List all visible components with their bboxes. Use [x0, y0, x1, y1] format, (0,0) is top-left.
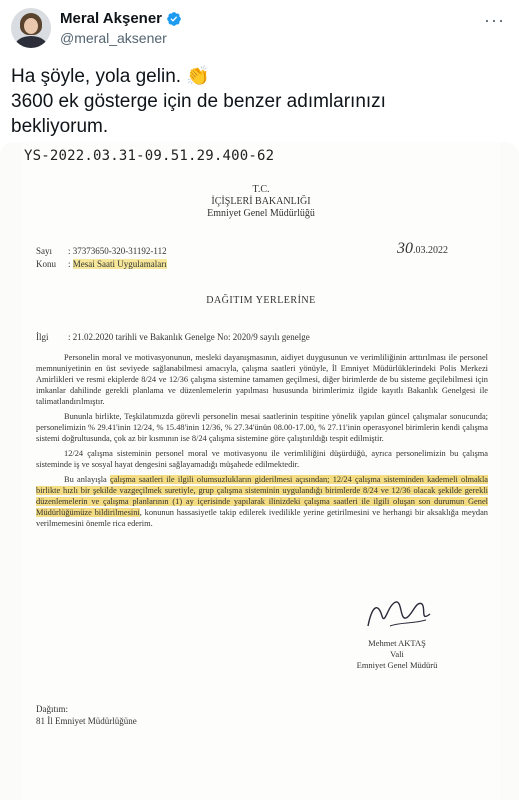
distribution-title: DAĞITIM YERLERİNE — [206, 295, 316, 306]
tweet-media-image[interactable] — [0, 142, 519, 800]
doc-konu: Konu : Mesai Saati Uygulamaları — [36, 259, 167, 269]
sayi-label: Sayı — [36, 246, 53, 256]
doc-body — [36, 352, 488, 533]
doc-paragraph-3: 12/24 çalışma sisteminin personel moral ve motivasyonu ile verimliliğini düşürdüğü, ayrıca personelimizin bu çalışma sisteminde iş ve sosyal hayat dengesini sağlayamadığı müşahede edilmektedir. — [36, 449, 488, 469]
avatar[interactable] — [11, 8, 51, 48]
signer-name: Mehmet AKTAŞ — [368, 638, 426, 648]
signer-org: Emniyet Genel Müdürü — [356, 660, 438, 670]
sayi-value: : 37373650-320-31192-112 — [68, 246, 167, 256]
doc-header-directorate: Emniyet Genel Müdürlüğü — [207, 208, 315, 219]
doc-ilgi — [36, 332, 310, 342]
tweet-text — [11, 64, 511, 139]
doc-paragraph-2: Bununla birlikte, Teşkilatımızda görevli personelin mesai saatlerinin tespitine yönelik yapılan güncel çalışmalar sonucunda; personelimizin % 29.41'inin 12/24, % 15.48'inin 12/36, % 27.34'ünün 08.00-17.00, % 27.11'inin operasyonel birimlerin kendi çalışma sistemi doğrultusunda, çok az bir kısmının ise 8/24 çalışma sistemine göre çalıştırıldığı tespit edilmiştir. — [36, 412, 488, 443]
tweet-header — [0, 0, 519, 56]
ilgi-value: : 21.02.2020 tarihli ve Bakanlık Genelge No: 2020/9 sayılı genelge — [68, 332, 310, 342]
tweet-line-2: 3600 ek gösterge için de benzer adımlarınızı — [11, 91, 386, 112]
doc-paragraph-1: Personelin moral ve motivasyonunun, mesleki dayanışmasının, aidiyet duygusunun ve verimliliğinin arttırılması ile personel memnuniyetinin en üst seviyede sağlanabilmesi amacıyla, çalışma saatleri yönüyle, İl Emniyet Müdürlüklerindeki Polis Merkezi Amirlikleri ve resmi ekiplerde 8/24 ve 12/36 çalışma sistemine tamamen geçilmesi, diğer birimlerde de bu sisteme geçilebilmesi için imkanlar dahilinde gerekli planlama ve düzenlemelerin yapılması hususunda birimlerimiz ilgide kayıtlı Bakanlık Genelgesi ile talimatlandırılmıştır. — [36, 353, 488, 406]
verified-badge-icon — [166, 11, 182, 27]
para4-plain-b: , konunun hassasiyetle takip edilerek ivedilikle yerine getirilmesini ve herhangi bir aksaklığa meydan verilmemesini önemle rica ederim. — [36, 508, 488, 528]
dagitim-value: 81 İl Emniyet Müdürlüğüne — [36, 716, 137, 726]
signer-title: Vali — [390, 649, 404, 659]
dagitim-label: Dağıtım: — [36, 704, 68, 714]
doc-header-ministry: İÇİŞLERİ BAKANLIĞI — [211, 196, 311, 207]
name-row — [60, 10, 182, 27]
user-handle[interactable]: @meral_aksener — [60, 30, 167, 46]
tweet-line-3: bekliyorum. — [11, 116, 109, 137]
ilgi-label: İlgi — [36, 332, 49, 342]
document-id: YS-2022.03.31-09.51.29.400-62 — [24, 148, 275, 164]
konu-label: Konu — [36, 259, 56, 269]
konu-value: Mesai Saati Uygulamaları — [72, 259, 167, 269]
signature-icon — [360, 596, 440, 634]
doc-paragraph-4 — [36, 474, 488, 529]
doc-header-tc: T.C. — [252, 184, 270, 195]
date-rest: .03.2022 — [413, 245, 448, 256]
doc-date — [397, 240, 448, 258]
tweet-line-1: Ha şöyle, yola gelin. 👏 — [11, 66, 210, 87]
date-handwritten: 30 — [397, 240, 413, 257]
para4-highlight: çalışma saatleri ile ilgili olumsuzlukların giderilmesi açısından; 12/24 çalışma sisteminden kademeli olmakla birlikte hızlı bir şekilde vazgeçilmek suretiyle, grup çalışma sisteminin uygulandığı birimlerde 8/24 ve 12/36 olacak şekilde gerekli düzenlemelerin ve çalışma planlarının (1) ay içerisinde yapılarak ilinizdeki çalışma saatleri ile ilgili oluşan son durumun Genel Müdürlüğümüze bildirilmesini — [36, 475, 489, 517]
para4-plain-a: Bu anlayışla — [64, 475, 111, 484]
more-options-icon[interactable]: ··· — [484, 10, 505, 30]
doc-sayi — [36, 246, 167, 256]
display-name[interactable]: Meral Akşener — [60, 10, 162, 27]
official-document — [22, 142, 500, 800]
